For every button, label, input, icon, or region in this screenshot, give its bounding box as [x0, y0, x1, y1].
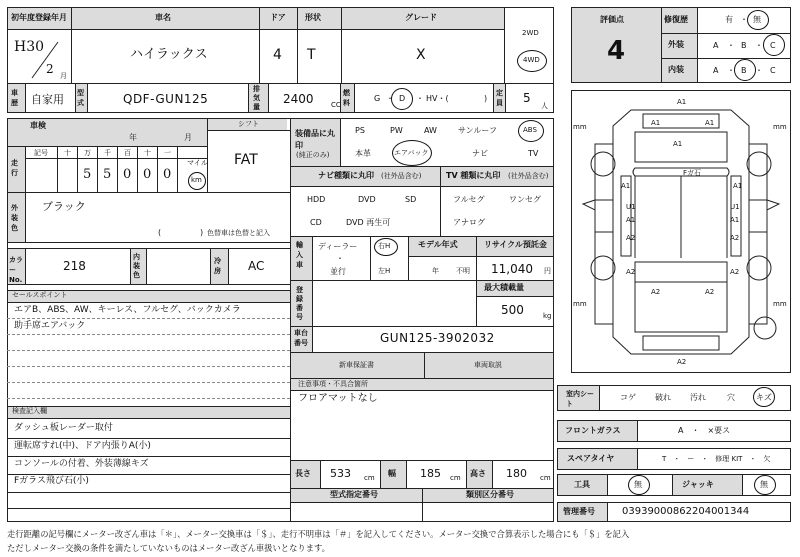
- mm-label-2: mm: [773, 123, 787, 131]
- mark-a2-r: A2: [730, 234, 740, 242]
- grade-value: X: [416, 47, 426, 63]
- seat-tear: 破れ: [655, 393, 671, 402]
- width-unit: cm: [450, 474, 461, 482]
- mileage-unit-km: km: [191, 176, 202, 184]
- color-label: 外装色: [11, 204, 18, 232]
- length-label: 長さ: [295, 469, 311, 478]
- inspector-line-4: Fガラス飛び石(小): [14, 476, 89, 486]
- equipment-label: 装備品に丸印: [295, 129, 335, 150]
- digit-label-5: 一: [164, 149, 171, 157]
- seat-stain: 汚れ: [690, 393, 706, 402]
- tv-sub: (社外品含む): [508, 172, 549, 180]
- color-value: ブラック: [42, 200, 86, 213]
- tv-analog: アナログ: [453, 218, 485, 227]
- mm-label-1: mm: [573, 123, 587, 131]
- sales-line-2: 助手席エアバック: [14, 321, 86, 331]
- navi-dvd: DVD: [358, 195, 376, 204]
- disp-label: 排気量: [253, 85, 260, 111]
- mark-a1-bumper: A1: [651, 119, 661, 127]
- door-label: ドア: [270, 13, 286, 22]
- year-value: H30: [14, 39, 45, 55]
- fuel-dot: ・: [386, 94, 394, 103]
- mark-u1-r: U1: [730, 203, 740, 211]
- repair-dot: ・: [740, 15, 748, 24]
- mileage-digit-4: 0: [163, 167, 172, 182]
- interior-c: C: [770, 66, 776, 75]
- inspector-line-2: 運転席すれ(中)、ドア内張りA(小): [14, 441, 151, 451]
- mark-u1-l: U1: [626, 203, 636, 211]
- digit-label-0: 十: [64, 149, 71, 157]
- notes-value: フロアマットなし: [298, 393, 378, 404]
- import-dealer: ディーラー: [318, 242, 358, 251]
- seat-burn: コゲ: [620, 393, 636, 402]
- exterior-c: C: [770, 41, 776, 50]
- exterior-a: A: [713, 41, 719, 50]
- height-label: 高さ: [470, 469, 486, 478]
- equip-navi: ナビ: [472, 149, 488, 158]
- fuel-d: D: [399, 94, 406, 103]
- inspector-label: 検査記入欄: [12, 407, 47, 415]
- mark-fglass: Fガ石: [683, 169, 702, 177]
- interior-a: A: [713, 66, 719, 75]
- mm-label-3: mm: [573, 300, 587, 308]
- digit-label-3: 百: [124, 149, 131, 157]
- mm-label-4: mm: [773, 300, 787, 308]
- length-value: 533: [330, 467, 351, 480]
- color-paren-close: ): [200, 228, 204, 237]
- grade-label: グレード: [405, 13, 437, 22]
- car-name: ハイラックス: [130, 47, 208, 62]
- type-label: 車歴: [11, 89, 18, 107]
- color-no-label: カラーNo.: [9, 256, 23, 284]
- height-unit: cm: [540, 474, 551, 482]
- import-label: 輸入車: [296, 241, 303, 269]
- tv-oneseg: ワンセグ: [509, 195, 541, 204]
- interior-b: B: [741, 66, 747, 75]
- month-unit: 月: [60, 72, 67, 80]
- import-left: 左H: [378, 267, 391, 275]
- recycle-unit: 円: [544, 267, 551, 275]
- chassis-value: GUN125-3902032: [380, 331, 495, 345]
- repair-label: 修復歴: [664, 15, 688, 24]
- shift-label: シフト: [238, 120, 259, 128]
- digit-label-4: 十: [144, 149, 151, 157]
- capacity-unit: 人: [541, 102, 548, 110]
- seat-hole: 穴: [727, 393, 735, 402]
- height-value: 180: [506, 467, 527, 480]
- model-year-label: モデル年式: [418, 240, 458, 249]
- navi-sd: SD: [405, 195, 417, 204]
- recycle-label: リサイクル預託金: [484, 240, 547, 249]
- car-damage-diagram: [573, 92, 789, 371]
- shape-value: T: [307, 47, 316, 63]
- drive-2wd: 2WD: [522, 29, 539, 37]
- mileage-digit-1: 5: [103, 167, 112, 182]
- model-year-unit: 年: [432, 267, 439, 275]
- mileage-mark-label: 記号: [34, 149, 48, 157]
- spare-label: スペアタイヤ: [567, 454, 615, 463]
- notes-label: 注意事項・不具合箇所: [298, 380, 368, 388]
- tools-label: 工具: [574, 480, 590, 489]
- sales-line-1: エアB、ABS、AW、キーレス、フルセグ、バックカメラ: [14, 305, 241, 315]
- repair-yes: 有: [725, 15, 733, 24]
- capacity-label: 定員: [496, 89, 503, 107]
- mileage-unit-mile: マイル: [187, 159, 208, 167]
- mark-a1-hood: A1: [673, 140, 683, 148]
- import-parallel: 並行: [330, 267, 346, 276]
- interior-label: 内装: [668, 65, 684, 74]
- mark-a1-l2: A1: [626, 216, 636, 224]
- width-value: 185: [420, 467, 441, 480]
- tools-value: 無: [634, 480, 642, 489]
- mileage-label: 走行: [11, 159, 18, 177]
- door-value: 4: [273, 47, 282, 63]
- mark-a1-bumper2: A1: [705, 119, 715, 127]
- seat-label: 室内シート: [566, 390, 594, 408]
- load-value: 500: [501, 303, 524, 317]
- digit-label-2: 千: [104, 149, 111, 157]
- repair-no: 無: [753, 15, 761, 24]
- navi-hdd: HDD: [307, 195, 326, 204]
- mark-a1-front: A1: [677, 98, 687, 106]
- load-unit: kg: [543, 312, 552, 320]
- inspector-line-1: ダッシュ板レーダー取付: [14, 423, 113, 433]
- jack-value: 無: [760, 480, 768, 489]
- color-note: 色替車は色替と記入: [207, 229, 270, 237]
- width-label: 幅: [388, 469, 396, 478]
- mark-a2-bed1: A2: [651, 288, 661, 296]
- model-value: QDF-GUN125: [123, 92, 209, 106]
- disp-value: 2400: [283, 92, 314, 106]
- fuel-label: 燃料: [343, 89, 350, 107]
- exterior-dot2: ・: [755, 41, 763, 50]
- navi-dvd-play: DVD 再生可: [346, 218, 391, 227]
- fuel-close: ): [484, 94, 488, 103]
- capacity-value: 5: [523, 91, 531, 105]
- doc-warranty: 新車保証書: [339, 361, 374, 369]
- color-no-value: 218: [63, 259, 86, 273]
- interior-color-label: 内装色: [133, 253, 140, 279]
- seat-scratch: キズ: [756, 393, 772, 402]
- spare-value: T ・ ー ・ 修理 KIT ・ 欠: [662, 455, 771, 463]
- navi-sub: (社外品含む): [381, 172, 422, 180]
- inspection-label: 車検: [30, 121, 46, 130]
- color-paren-open: (: [158, 228, 162, 237]
- mgmt-label: 管理番号: [563, 507, 595, 516]
- mark-a2-l2: A2: [626, 268, 636, 276]
- interior-dot1: ・: [727, 66, 735, 75]
- category-label: 類別区分番号: [466, 490, 514, 499]
- disp-unit: CC: [331, 101, 341, 109]
- type-designation-label: 型式指定番号: [330, 490, 378, 499]
- mileage-digit-2: 0: [123, 167, 132, 182]
- navi-label: ナビ種類に丸印: [318, 171, 374, 180]
- tv-fullseg: フルセグ: [453, 195, 485, 204]
- fuel-g: G: [374, 94, 381, 103]
- equipment-sub: (純正のみ): [296, 151, 330, 159]
- exterior-b: B: [741, 41, 747, 50]
- navi-cd: CD: [310, 218, 322, 227]
- type-value: 自家用: [31, 93, 64, 106]
- import-dot: ・: [336, 254, 344, 263]
- recycle-value: 11,040: [491, 262, 533, 276]
- model-label: 型式: [77, 89, 84, 107]
- mileage-digit-0: 5: [83, 167, 92, 182]
- footer-line-2: ただしメーター交換の条件を満たしていないものはメーター改ざん車扱いとなります。: [7, 543, 330, 553]
- mgmt-value: 0393900086220400134​4: [622, 506, 750, 517]
- tv-label: TV 種類に丸印: [446, 171, 501, 180]
- inspection-month: 月: [184, 133, 192, 142]
- fuel-hv: HV・(: [426, 94, 449, 103]
- mark-a2-rear: A2: [677, 358, 687, 366]
- mark-a2-r2: A2: [730, 268, 740, 276]
- interior-dot2: ・: [755, 66, 763, 75]
- mileage-digit-3: 0: [143, 167, 152, 182]
- equip-airbag: エアバック: [394, 149, 429, 157]
- equip-tv: TV: [528, 149, 539, 158]
- score-value: 4: [607, 36, 626, 66]
- name-label: 車名: [155, 13, 171, 22]
- glass-label: フロントガラス: [565, 426, 621, 435]
- mark-a1-r2: A1: [730, 216, 740, 224]
- equip-abs: ABS: [523, 126, 537, 134]
- year-label: 初年度登録年月: [11, 13, 67, 22]
- exterior-dot1: ・: [727, 41, 735, 50]
- load-label: 最大積載量: [484, 283, 524, 292]
- model-year-unknown: 不明: [456, 267, 470, 275]
- equip-sunroof: サンルーフ: [458, 126, 497, 135]
- exterior-label: 外装: [668, 40, 684, 49]
- length-unit: cm: [364, 474, 375, 482]
- mark-a2-l: A2: [626, 234, 636, 242]
- ac-label: 冷房: [214, 257, 221, 275]
- mark-a1-r: A1: [733, 182, 743, 190]
- mark-a2-bed2: A2: [705, 288, 715, 296]
- mark-a1-l: A1: [621, 182, 631, 190]
- drive-4wd: 4WD: [523, 56, 540, 64]
- import-right: 右H: [378, 242, 391, 250]
- equip-ps: PS: [355, 126, 365, 135]
- inspection-year: 年: [129, 133, 137, 142]
- ac-value: AC: [248, 259, 265, 273]
- equip-aw: AW: [424, 126, 437, 135]
- shape-label: 形状: [305, 13, 321, 22]
- equip-leather: 本革: [355, 149, 371, 158]
- fuel-dot2: ・: [416, 94, 424, 103]
- digit-label-1: 万: [84, 149, 91, 157]
- registration-label: 登録番号: [296, 286, 303, 321]
- sales-label: セールスポイント: [12, 291, 68, 299]
- doc-manual: 車両取説: [474, 361, 502, 369]
- equip-pw: PW: [390, 126, 403, 135]
- chassis-label: 車台番号: [294, 329, 308, 347]
- month-value: 2: [46, 62, 54, 76]
- inspector-line-3: コンソールの付着、外装薄線キズ: [14, 459, 149, 469]
- shift-value: FAT: [234, 152, 258, 168]
- glass-value: A ・ ×要ス: [678, 426, 731, 435]
- score-label: 評価点: [600, 15, 624, 24]
- footer-line-1: 走行距離の記号欄にメーター改ざん車は「＊」、メーター交換車は「＄」、走行不明車は「＃」を記入してください。メーター交換で合算表示した場合にも「＄」を記入: [7, 529, 630, 539]
- jack-label: ジャッキ: [682, 480, 714, 489]
